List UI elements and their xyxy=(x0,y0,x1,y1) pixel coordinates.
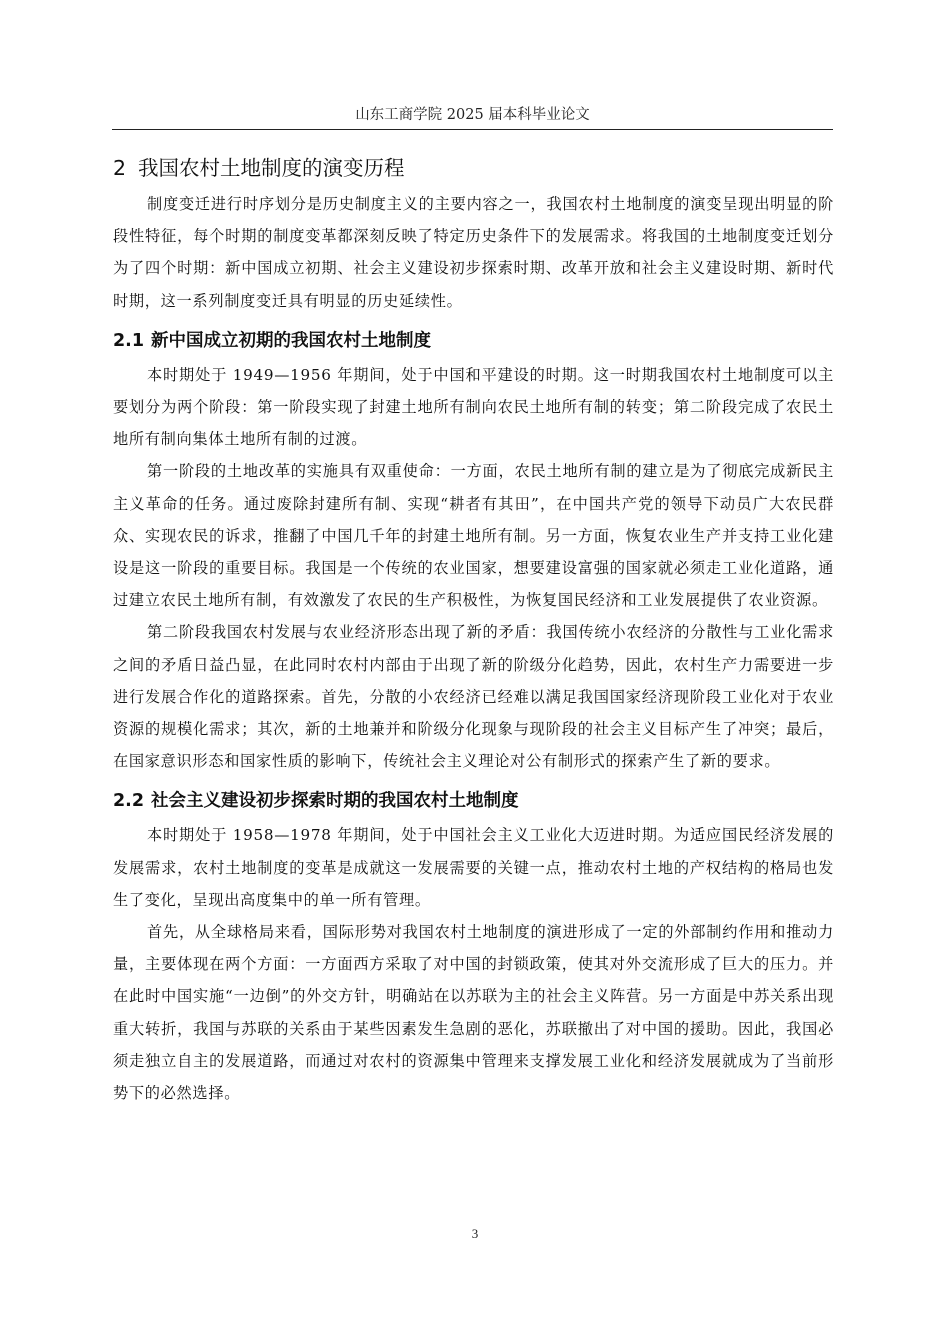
section-heading-2-1 xyxy=(113,323,834,359)
section-2-2-paragraph-1: 本时期处于 1958—1978 年期间，处于中国社会主义工业化大迈进时期。为适应国民经济发展的发展需求，农村土地制度的变革是成就这一发展需要的关键一点，推动农村土地的产权结构的格局也发生了变化，呈现出高度集中的单一所有管理。 xyxy=(113,826,834,909)
running-header: 山东工商学院 2025 届本科毕业论文 xyxy=(355,107,590,123)
header-rule xyxy=(112,129,833,130)
section-2-2-paragraph-2: 首先，从全球格局来看，国际形势对我国农村土地制度的演进形成了一定的外部制约作用和推动力量，主要体现在两个方面：一方面西方采取了对中国的封锁政策，使其对外交流形成了巨大的压力。并在此时中国实施“一边倒”的外交方针，明确站在以苏联为主的社会主义阵营。另一方面是中苏关系出现重大转折，我国与苏联的关系由于某些因素发生急剧的恶化，苏联撤出了对中国的援助。因此，我国必须走独立自主的发展道路，而通过对农村的资源集中管理来支撑发展工业化和经济发展就成为了当前形势下的必然选择。 xyxy=(113,923,834,1103)
section-2-1-paragraph-3: 第二阶段我国农村发展与农业经济形态出现了新的矛盾：我国传统小农经济的分散性与工业化需求之间的矛盾日益凸显，在此同时农村内部由于出现了新的阶级分化趋势，因此，农村生产力需要进一步进行发展合作化的道路探索。首先，分散的小农经济已经难以满足我国国家经济现阶段工业化对于农业资源的规模化需求；其次，新的土地兼并和阶级分化现象与现阶段的社会主义目标产生了冲突；最后，在国家意识形态和国家性质的影响下，传统社会主义理论对公有制形式的探索产生了新的要求。 xyxy=(113,623,834,771)
chapter-title: 我国农村土地制度的演变历程 xyxy=(138,156,405,180)
section-2-1-paragraph-1: 本时期处于 1949—1956 年期间，处于中国和平建设的时期。这一时期我国农村土地制度可以主要划分为两个阶段：第一阶段实现了封建土地所有制向农民土地所有制的转变；第二阶段完成了农民土地所有制向集体土地所有制的过渡。 xyxy=(113,365,834,449)
chapter-number: 2 xyxy=(113,156,127,180)
section-heading-2-2 xyxy=(113,783,834,819)
section-number: 2.2 xyxy=(113,791,145,812)
page-number: 3 xyxy=(471,1226,479,1241)
section-title: 新中国成立初期的我国农村土地制度 xyxy=(151,330,431,351)
chapter-intro-paragraph: 制度变迁进行时序划分是历史制度主义的主要内容之一，我国农村土地制度的演变呈现出明显的阶段性特征，每个时期的制度变革都深刻反映了特定历史条件下的发展需求。将我国的土地制度变迁划分为了四个时期：新中国成立初期、社会主义建设初步探索时期、改革开放和社会主义建设时期、新时代时期，这一系列制度变迁具有明显的历史延续性。 xyxy=(113,195,834,310)
section-number: 2.1 xyxy=(113,330,145,351)
chapter-heading xyxy=(113,148,834,188)
page-body xyxy=(113,148,834,1109)
section-title: 社会主义建设初步探索时期的我国农村土地制度 xyxy=(151,791,519,812)
section-2-1-paragraph-2: 第一阶段的土地改革的实施具有双重使命：一方面，农民土地所有制的建立是为了彻底完成新民主主义革命的任务。通过废除封建所有制、实现“耕者有其田”，在中国共产党的领导下动员广大农民群众、实现农民的诉求，推翻了中国几千年的封建土地所有制。另一方面，恢复农业生产并支持工业化建设是这一阶段的重要目标。我国是一个传统的农业国家，想要建设富强的国家就必须走工业化道路，通过建立农民土地所有制，有效激发了农民的生产积极性，为恢复国民经济和工业发展提供了农业资源。 xyxy=(113,462,834,610)
